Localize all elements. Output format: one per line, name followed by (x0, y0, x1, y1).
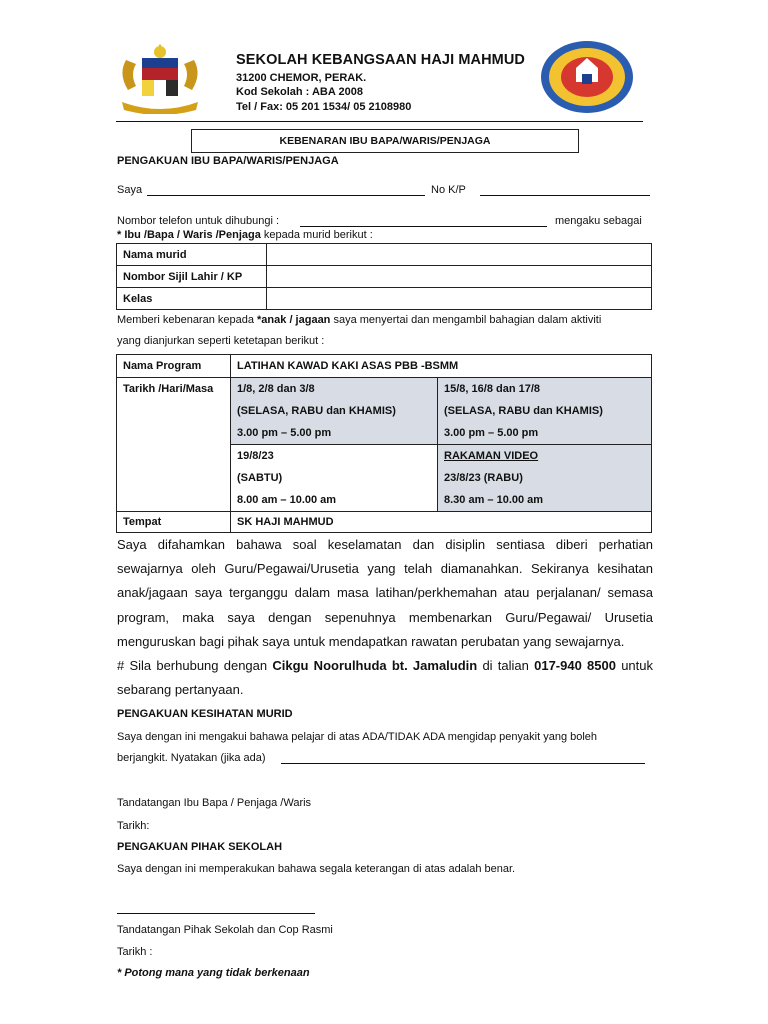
relation-options: * Ibu /Bapa / Waris /Penjaga (117, 229, 261, 241)
parent-signature-label: Tandatangan Ibu Bapa / Penjaga /Waris (117, 797, 312, 809)
name-fill-line[interactable] (147, 195, 425, 196)
student-table (116, 243, 652, 310)
slot-3-day: (SABTU) (237, 472, 283, 484)
slot-1 (231, 378, 438, 445)
slot-1-time: 3.00 pm – 5.00 pm (237, 427, 332, 439)
student-name-field[interactable] (267, 244, 652, 266)
program-name-value: LATIHAN KAWAD KAKI ASAS PBB -BSMM (231, 355, 652, 378)
parent-date-label: Tarikh: (117, 820, 150, 832)
slot-4-time: 8.30 am – 10.00 am (444, 494, 544, 506)
parent-declaration-heading: PENGAKUAN IBU BAPA/WARIS/PENJAGA (117, 155, 339, 167)
school-phone: Tel / Fax: 05 201 1534/ 05 2108980 (236, 101, 412, 113)
venue-label: Tempat (117, 512, 231, 533)
relation-rest: kepada murid berikut : (260, 229, 373, 241)
contact-mid: di talian (477, 658, 535, 673)
nokp-label: No K/P (431, 184, 466, 196)
permission-part2: saya menyertai dan mengambil bahagian dalam aktiviti (330, 314, 602, 326)
class-label: Kelas (117, 288, 267, 310)
school-crest-icon (538, 38, 636, 116)
nokp-fill-line[interactable] (480, 195, 650, 196)
program-name-label: Nama Program (117, 355, 231, 378)
slot-4-date: 23/8/23 (RABU) (444, 472, 523, 484)
slot-4-title: RAKAMAN VIDEO (444, 450, 539, 462)
venue-value: SK HAJI MAHMUD (231, 512, 652, 533)
slot-2-days: (SELASA, RABU dan KHAMIS) (444, 405, 603, 417)
birth-cert-label: Nombor Sijil Lahir / KP (117, 266, 267, 288)
slot-3-time: 8.00 am – 10.00 am (237, 494, 337, 506)
contact-phone: 017-940 8500 (534, 658, 616, 673)
phone-label: Nombor telefon untuk dihubungi : (117, 215, 280, 227)
safety-paragraph: Saya difahamkan bahawa soal keselamatan dan disiplin sentiasa diberi perhatian sewajarnya oleh Guru/Pegawai/Urusetia yang telah diamanahkan. Sekiranya kesihatan anak/jagaan saya terganggu dalam masa latihan/perkhemahan atau perjalanan/ semasa program, maka saya dengan sepenuhnya membenarkan Guru/Pegawai/ Urusetia menguruskan bagi pihak saya untuk mendapatkan rawatan perubatan yang sewajarnya. (117, 537, 653, 649)
slot-2-time: 3.00 pm – 5.00 pm (444, 427, 539, 439)
permission-bold: *anak / jagaan (257, 314, 331, 326)
slot-4 (438, 445, 652, 512)
student-name-label: Nama murid (117, 244, 267, 266)
table-row (117, 355, 652, 378)
contact-suffix: untuk sebarang pertanyaan. (117, 658, 653, 698)
date-label-text: Tarikh /Hari/Masa (123, 383, 214, 395)
health-line2: berjangkit. Nyatakan (jika ada) (117, 752, 266, 764)
school-declaration-heading: PENGAKUAN PIHAK SEKOLAH (117, 841, 283, 853)
header-divider (116, 121, 643, 122)
table-row (117, 288, 652, 310)
school-date-label: Tarikh : (117, 946, 153, 958)
health-line1: Saya dengan ini mengakui bahawa pelajar di atas ADA/TIDAK ADA mengidap penyakit yang boleh (117, 731, 598, 743)
relation-line (117, 229, 373, 241)
saya-label: Saya (117, 184, 143, 196)
footnote: * Potong mana yang tidak berkenaan (117, 967, 310, 979)
class-field[interactable] (267, 288, 652, 310)
form-title: KEBENARAN IBU BAPA/WARIS/PENJAGA (191, 129, 579, 153)
slot-3-date: 19/8/23 (237, 450, 274, 462)
malaysia-coat-of-arms-icon (112, 40, 208, 114)
school-signature-label: Tandatangan Pihak Sekolah dan Cop Rasmi (117, 924, 333, 936)
contact-paragraph (117, 654, 653, 702)
table-row (117, 244, 652, 266)
school-address: 31200 CHEMOR, PERAK. (236, 72, 367, 84)
date-label (117, 378, 231, 512)
slot-1-dates: 1/8, 2/8 dan 3/8 (237, 383, 315, 395)
slot-1-days: (SELASA, RABU dan KHAMIS) (237, 405, 396, 417)
program-table (116, 354, 652, 533)
contact-name: Cikgu Noorulhuda bt. Jamaludin (272, 658, 478, 673)
permission-part1: Memberi kebenaran kepada (117, 314, 258, 326)
contact-prefix: # Sila berhubung dengan (117, 658, 273, 673)
table-row (117, 266, 652, 288)
school-declaration-text: Saya dengan ini memperakukan bahawa segala keterangan di atas adalah benar. (117, 863, 516, 875)
slot-2 (438, 378, 652, 445)
mengaku-text: mengaku sebagai (555, 215, 642, 227)
school-signature-line[interactable] (117, 913, 315, 914)
slot-2-dates: 15/8, 16/8 dan 17/8 (444, 383, 541, 395)
permission-line2: yang dianjurkan seperti ketetapan berikut : (117, 335, 325, 347)
phone-fill-line[interactable] (300, 226, 547, 227)
school-code: Kod Sekolah : ABA 2008 (236, 86, 363, 98)
permission-line (117, 314, 601, 326)
birth-cert-field[interactable] (267, 266, 652, 288)
health-heading: PENGAKUAN KESIHATAN MURID (117, 708, 293, 720)
slot-3 (231, 445, 438, 512)
illness-fill-line[interactable] (281, 763, 645, 764)
table-row (117, 378, 652, 445)
table-row (117, 512, 652, 533)
school-name: SEKOLAH KEBANGSAAN HAJI MAHMUD (236, 52, 525, 68)
